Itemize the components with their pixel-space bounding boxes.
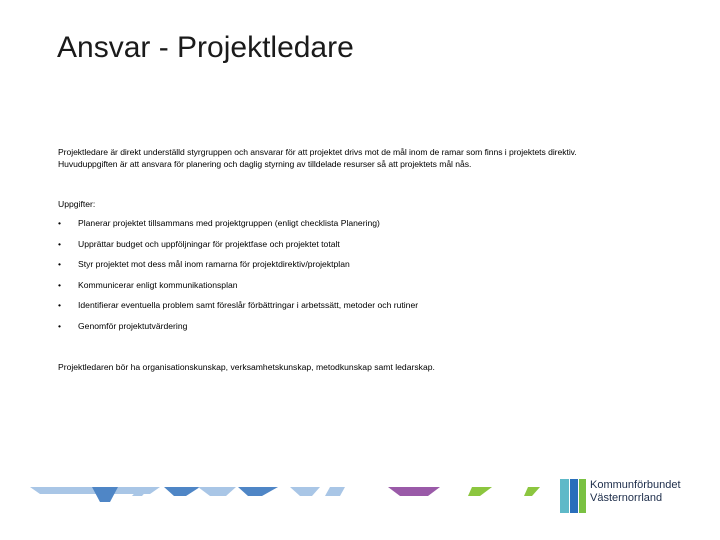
bullet-marker: • <box>58 300 62 310</box>
band-shape <box>238 487 278 496</box>
task-text: Styr projektet mot dess mål inom ramarna för projektdirektiv/projektplan <box>78 259 350 269</box>
task-text: Planerar projektet tillsammans med projektgruppen (enligt checklista Planering) <box>78 218 380 228</box>
band-shape <box>325 487 345 496</box>
band-shape <box>290 487 320 496</box>
band-shape <box>468 487 492 496</box>
task-text: Genomför projektutvärdering <box>78 320 188 331</box>
logo-line-2: Västernorrland <box>590 492 663 504</box>
band-shape <box>388 487 440 496</box>
logo-line-1: Kommunförbundet <box>590 479 681 491</box>
decorative-footer-band <box>0 480 550 510</box>
band-shape <box>92 487 118 502</box>
task-text: Upprättar budget och uppföljningar för projektfase och projektet totalt <box>78 238 340 249</box>
intro-line-1: Projektledare är direkt underställd styrgruppen och ansvarar för att projektet drivs mot de mål inom de ramar som finns i projektets direktiv. <box>58 147 577 157</box>
logo-text <box>590 479 681 505</box>
logo-mark-icon <box>560 479 586 513</box>
band-shape <box>524 487 540 496</box>
bullet-marker: • <box>58 320 62 331</box>
task-text: Identifierar eventuella problem samt föreslår förbättringar i arbetssätt, metoder och rutiner <box>78 300 419 310</box>
bullet-marker: • <box>58 279 62 290</box>
slide-title: Ansvar - Projektledare <box>57 31 354 64</box>
bullet-marker: • <box>58 259 62 269</box>
bullet-marker: • <box>58 218 62 228</box>
organization-logo <box>560 476 710 516</box>
bullet-marker: • <box>58 238 62 249</box>
intro-line-2: Huvuduppgiften är att ansvara för planering och daglig styrning av tilldelade resurser så att projektets mål nås. <box>58 158 472 169</box>
closing-paragraph: Projektledaren bör ha organisationskunskap, verksamhetskunskap, metodkunskap samt ledarskap. <box>58 362 435 372</box>
task-text: Kommunicerar enligt kommunikationsplan <box>78 279 238 290</box>
intro-paragraph <box>58 147 658 170</box>
tasks-heading: Uppgifter: <box>58 199 96 209</box>
band-shape <box>164 487 200 496</box>
band-shape <box>198 487 236 496</box>
